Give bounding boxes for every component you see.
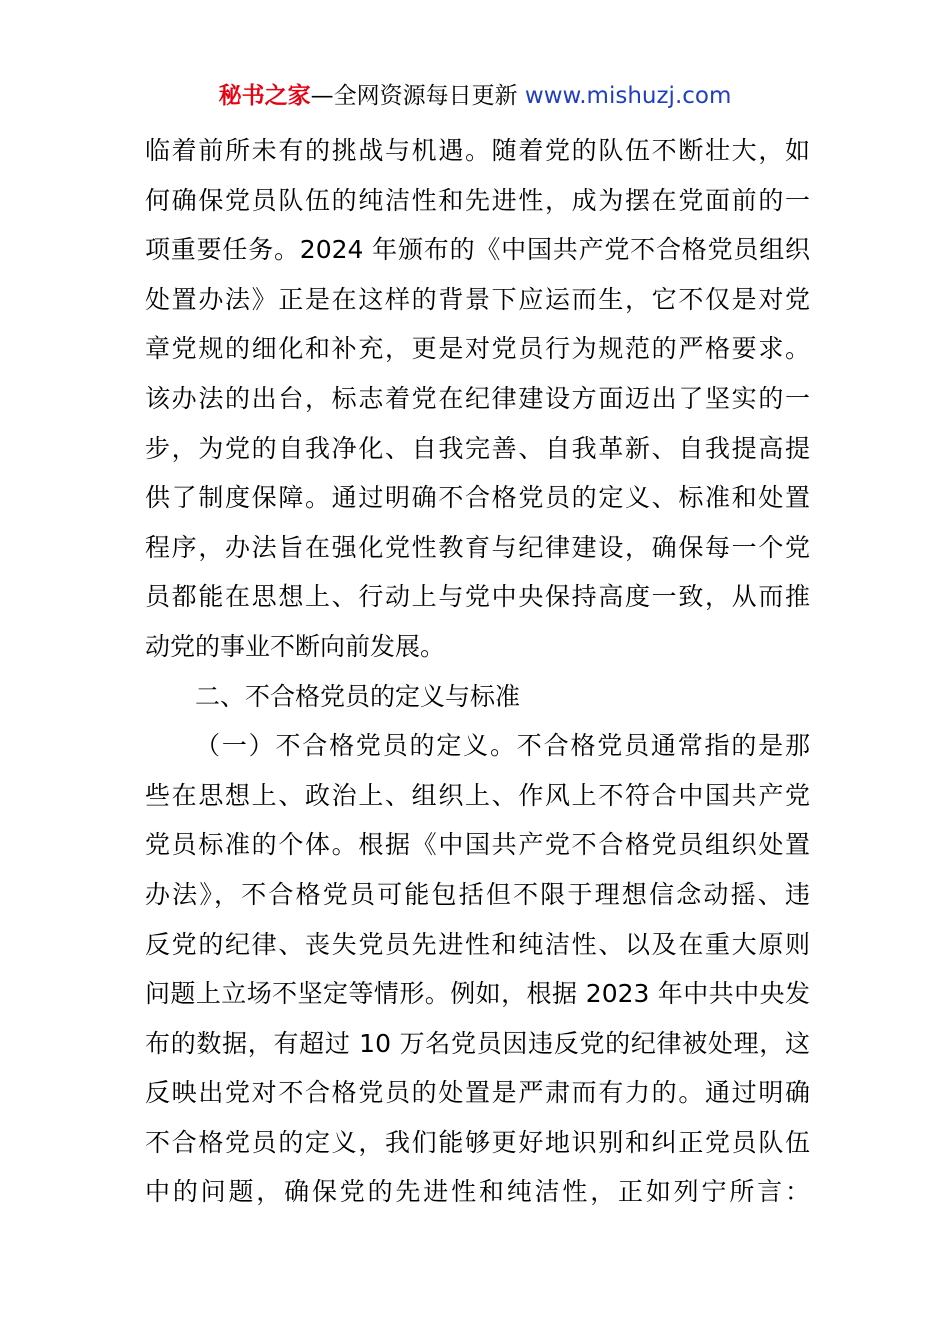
paragraph-line: 反党的纪律、丧失党员先进性和纯洁性、以及在重大原则	[145, 929, 810, 959]
paragraph-line: （一）不合格党员的定义。不合格党员通常指的是那	[195, 731, 810, 761]
section-heading: 二、不合格党员的定义与标准	[195, 681, 521, 711]
paragraph-line: 步，为党的自我净化、自我完善、自我革新、自我提高提	[145, 433, 810, 463]
paragraph-line: 项重要任务。2024 年颁布的《中国共产党不合格党员组织	[145, 235, 810, 265]
paragraph-line: 反映出党对不合格党员的处置是严肃而有力的。通过明确	[145, 1078, 810, 1108]
paragraph-line: 供了制度保障。通过明确不合格党员的定义、标准和处置	[145, 483, 810, 513]
site-url-link[interactable]: www.mishuzj.com	[524, 83, 732, 109]
header-slogan: —全网资源每日更新	[310, 83, 525, 109]
paragraph-line: 何确保党员队伍的纯洁性和先进性，成为摆在党面前的一	[145, 185, 810, 215]
paragraph-line: 处置办法》正是在这样的背景下应运而生，它不仅是对党	[145, 284, 810, 314]
paragraph-line: 中的问题，确保党的先进性和纯洁性，正如列宁所言：	[145, 1177, 810, 1207]
paragraph-line: 布的数据，有超过 10 万名党员因违反党的纪律被处理，这	[145, 1028, 810, 1058]
paragraph-line: 办法》，不合格党员可能包括但不限于理想信念动摇、违	[145, 879, 810, 909]
paragraph-line: 些在思想上、政治上、组织上、作风上不符合中国共产党	[145, 780, 810, 810]
paragraph-line: 问题上立场不坚定等情形。例如，根据 2023 年中共中央发	[145, 979, 810, 1009]
paragraph-line: 党员标准的个体。根据《中国共产党不合格党员组织处置	[145, 830, 810, 860]
paragraph-line: 员都能在思想上、行动上与党中央保持高度一致，从而推	[145, 582, 810, 612]
paragraph-line: 动党的事业不断向前发展。	[145, 631, 446, 661]
paragraph-line: 程序，办法旨在强化党性教育与纪律建设，确保每一个党	[145, 532, 810, 562]
paragraph-line: 章党规的细化和补充，更是对党员行为规范的严格要求。	[145, 334, 810, 364]
paragraph-line: 不合格党员的定义，我们能够更好地识别和纠正党员队伍	[145, 1127, 810, 1157]
brand-name: 秘书之家	[218, 83, 311, 109]
paragraph-line: 临着前所未有的挑战与机遇。随着党的队伍不断壮大，如	[145, 136, 810, 165]
page-header	[0, 80, 950, 112]
paragraph-line: 该办法的出台，标志着党在纪律建设方面迈出了坚实的一	[145, 383, 810, 413]
document-body	[145, 126, 810, 1217]
